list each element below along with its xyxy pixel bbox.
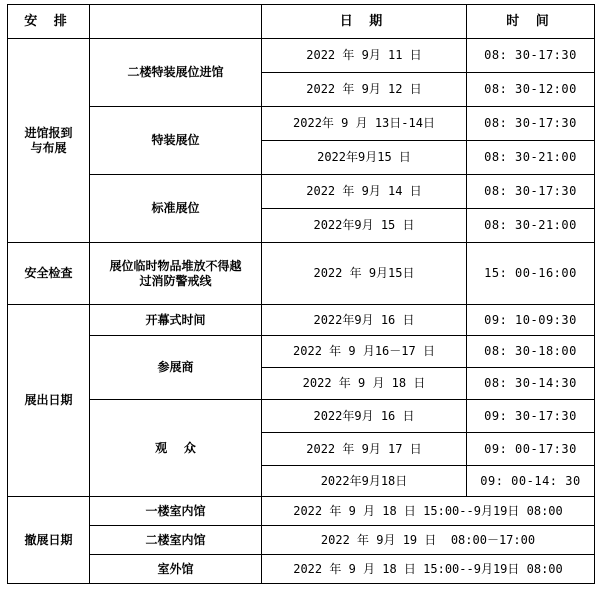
table-row <box>8 336 595 368</box>
date-cell: 2022 年 9月 11 日 <box>262 39 467 73</box>
time-cell: 08: 30-21:00 <box>467 141 595 175</box>
table-row <box>8 243 595 305</box>
category-removal: 撤展日期 <box>8 497 90 584</box>
time-cell: 08: 30-14:30 <box>467 368 595 400</box>
sub-opening: 开幕式时间 <box>90 305 262 336</box>
date-cell: 2022年9月 16 日 <box>262 305 467 336</box>
header-arrangement: 安 排 <box>8 5 90 39</box>
date-cell: 2022 年 9月 14 日 <box>262 175 467 209</box>
time-cell: 08: 30-12:00 <box>467 73 595 107</box>
sub-first-floor-indoor: 一楼室内馆 <box>90 497 262 526</box>
time-cell: 08: 30-17:30 <box>467 175 595 209</box>
category-safety: 安全检查 <box>8 243 90 305</box>
sub-standard-booth: 标准展位 <box>90 175 262 243</box>
time-cell: 09: 00-17:30 <box>467 433 595 466</box>
date-cell: 2022年9月 15 日 <box>262 209 467 243</box>
date-cell: 2022 年 9月 12 日 <box>262 73 467 107</box>
safety-item-line1: 展位临时物品堆放不得越 <box>109 258 242 273</box>
time-cell: 09: 00-14: 30 <box>467 466 595 497</box>
range-cell: 2022 年 9 月 18 日 15:00--9月19日 08:00 <box>262 497 595 526</box>
schedule-table <box>7 4 595 584</box>
header-date: 日 期 <box>262 5 467 39</box>
sub-exhibitors: 参展商 <box>90 336 262 400</box>
range-cell: 2022 年 9 月 18 日 15:00--9月19日 08:00 <box>262 555 595 584</box>
table-row <box>8 175 595 209</box>
sub-second-floor-indoor: 二楼室内馆 <box>90 526 262 555</box>
date-cell: 2022 年 9 月 18 日 <box>262 368 467 400</box>
time-cell: 15: 00-16:00 <box>467 243 595 305</box>
time-cell: 09: 30-17:30 <box>467 400 595 433</box>
category-entry <box>8 39 90 243</box>
category-entry-line2: 与布展 <box>30 140 67 155</box>
time-cell: 08: 30-18:00 <box>467 336 595 368</box>
sub-audience: 观 众 <box>90 400 262 497</box>
range-cell: 2022 年 9月 19 日 08:00－17:00 <box>262 526 595 555</box>
table-row <box>8 107 595 141</box>
sub-special-booth: 特装展位 <box>90 107 262 175</box>
safety-item-line2: 过消防警戒线 <box>139 273 212 288</box>
date-cell: 2022年9月18日 <box>262 466 467 497</box>
category-entry-line1: 进馆报到 <box>24 125 73 140</box>
date-cell: 2022年9月15 日 <box>262 141 467 175</box>
date-cell: 2022 年 9月 17 日 <box>262 433 467 466</box>
header-time: 时 间 <box>467 5 595 39</box>
header-item <box>90 5 262 39</box>
date-cell: 2022 年 9月15日 <box>262 243 467 305</box>
time-cell: 08: 30-17:30 <box>467 39 595 73</box>
time-cell: 08: 30-21:00 <box>467 209 595 243</box>
table-row <box>8 305 595 336</box>
sub-second-floor-special: 二楼特装展位进馆 <box>90 39 262 107</box>
date-cell: 2022年 9 月 13日-14日 <box>262 107 467 141</box>
table-row <box>8 555 595 584</box>
table-row <box>8 39 595 73</box>
table-row <box>8 526 595 555</box>
category-exhibition: 展出日期 <box>8 305 90 497</box>
sub-outdoor: 室外馆 <box>90 555 262 584</box>
table-row <box>8 497 595 526</box>
table-row <box>8 400 595 433</box>
header-row <box>8 5 595 39</box>
sub-safety-item <box>90 243 262 305</box>
time-cell: 09: 10-09:30 <box>467 305 595 336</box>
date-cell: 2022年9月 16 日 <box>262 400 467 433</box>
date-cell: 2022 年 9 月16－17 日 <box>262 336 467 368</box>
time-cell: 08: 30-17:30 <box>467 107 595 141</box>
